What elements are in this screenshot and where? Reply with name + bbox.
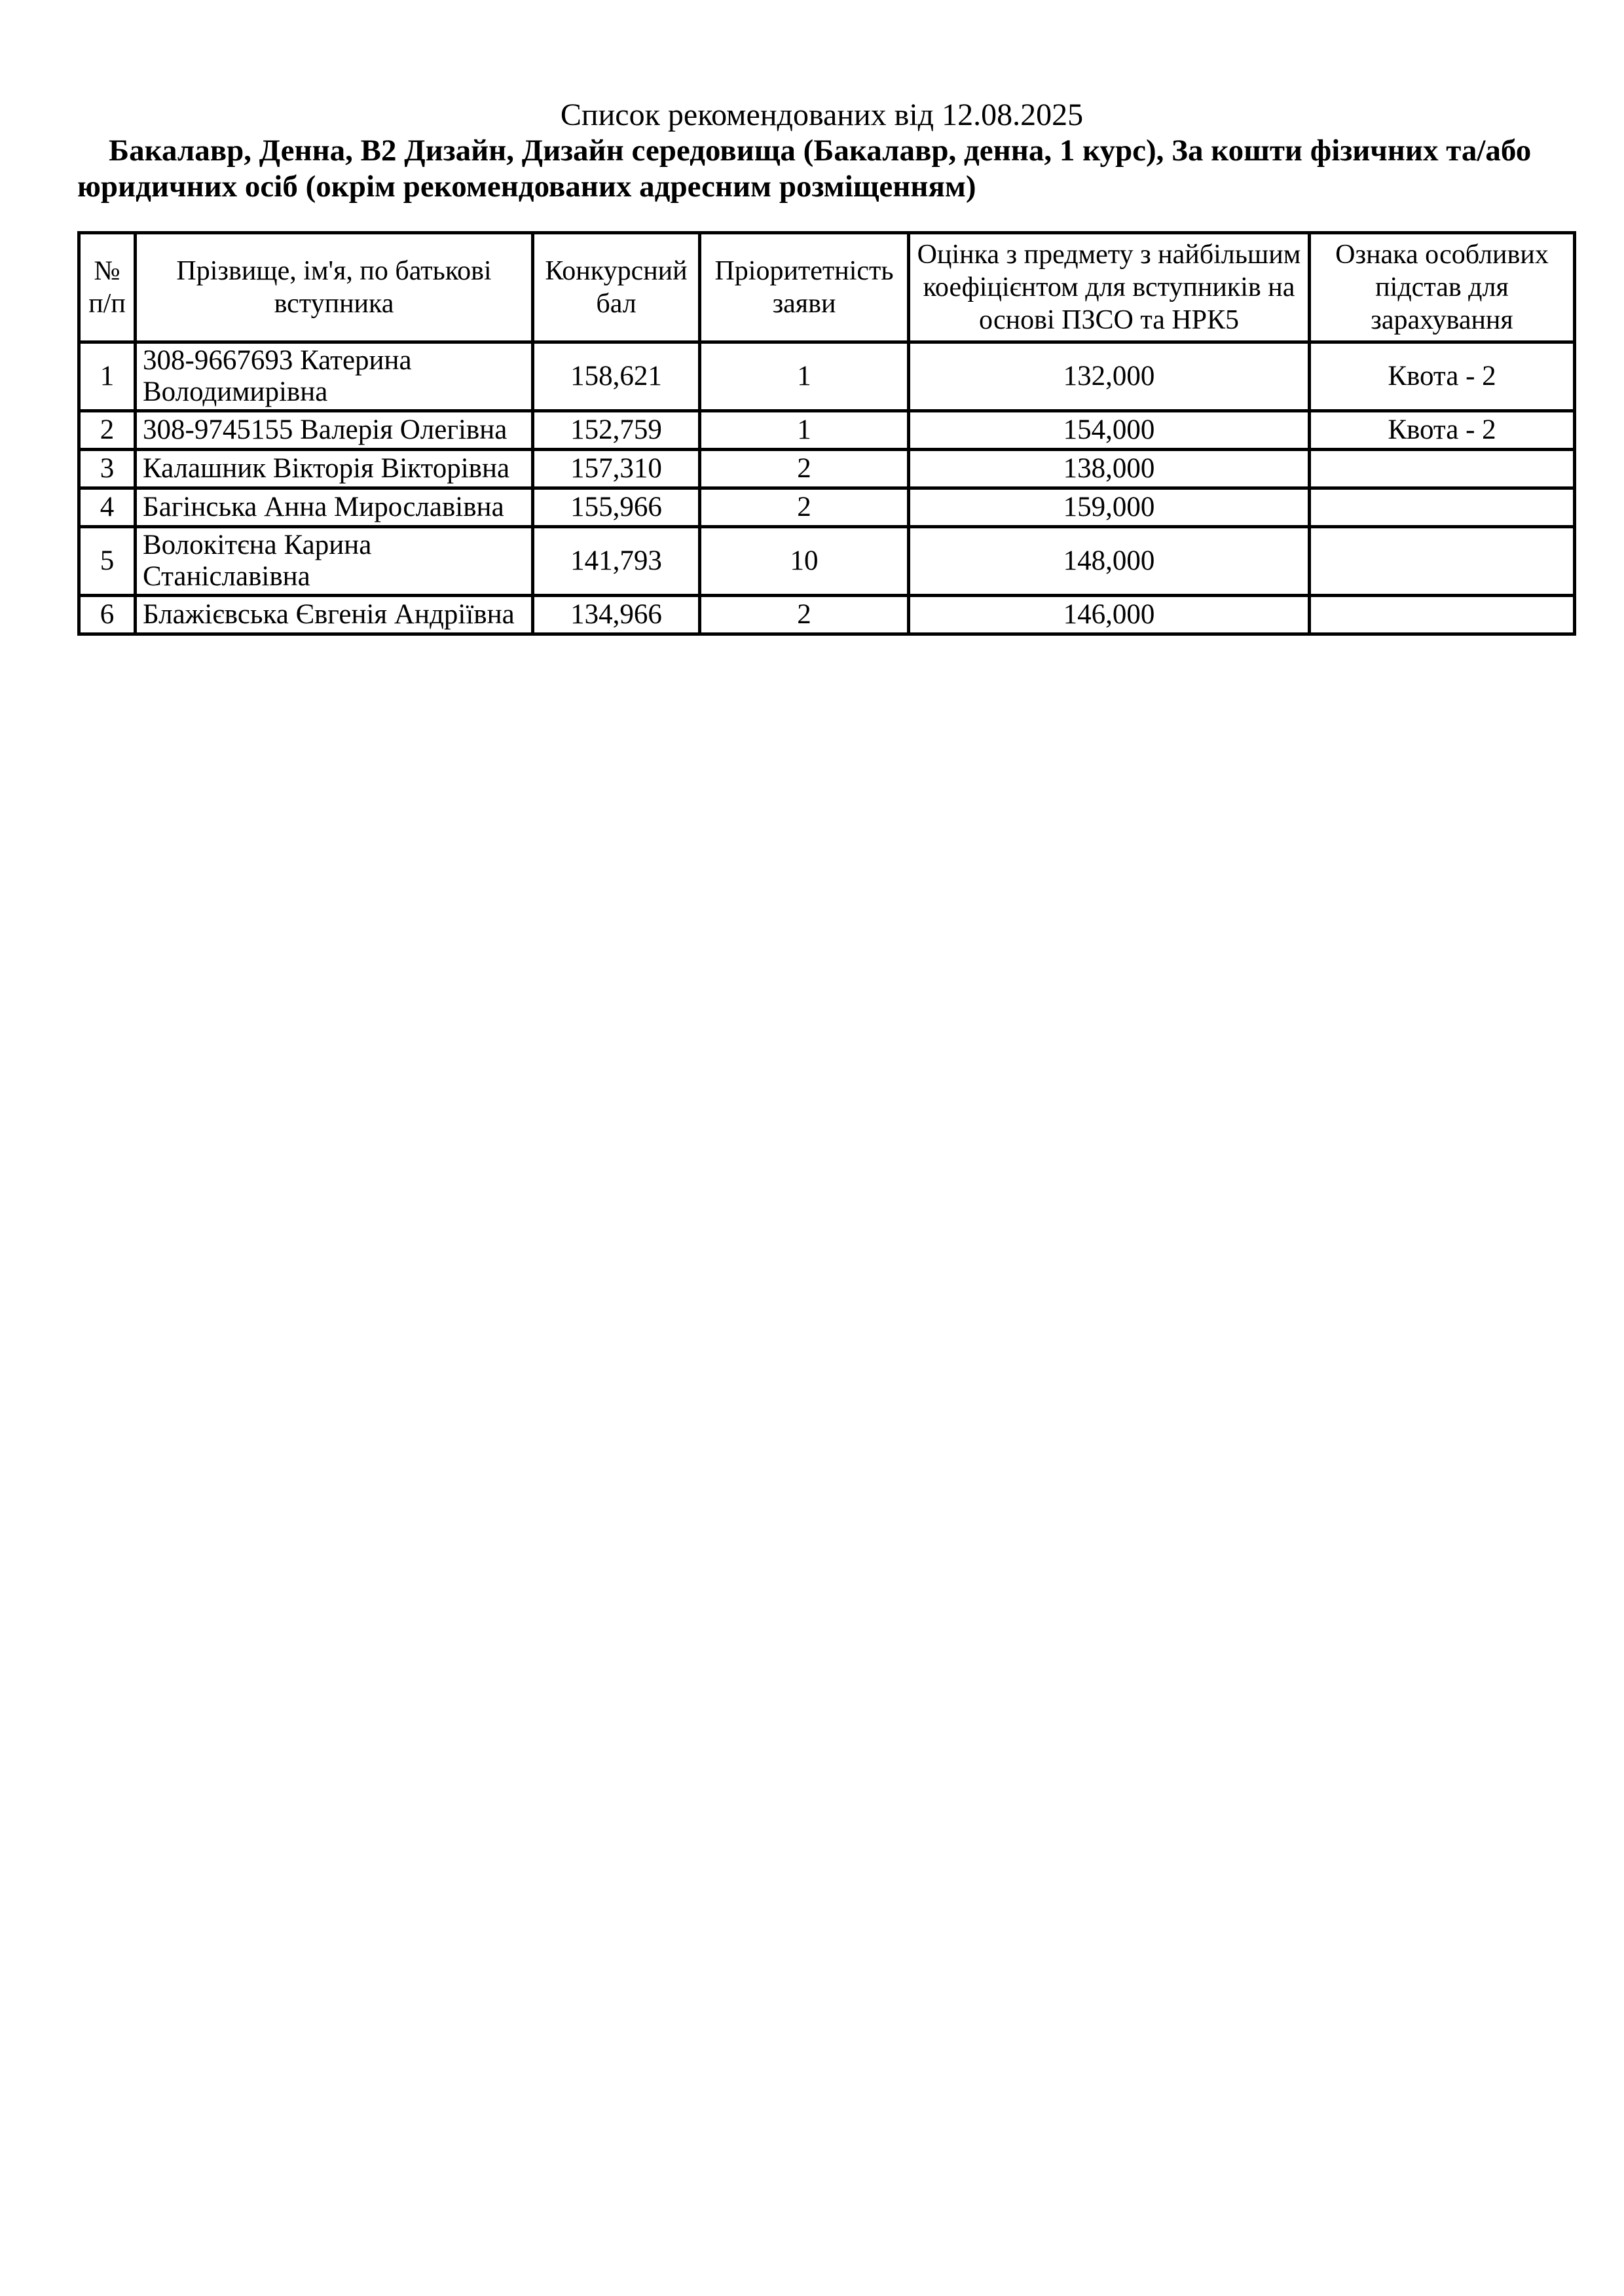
special-status-cell	[1310, 527, 1575, 596]
special-status-cell: Квота - 2	[1310, 342, 1575, 411]
priority-cell: 10	[700, 527, 909, 596]
special-status-cell	[1310, 488, 1575, 527]
page-title: Список рекомендованих від 12.08.2025	[560, 98, 1084, 132]
row-number-cell: 1	[79, 342, 136, 411]
table-row	[79, 450, 1575, 488]
subject-score-cell: 154,000	[909, 411, 1310, 450]
priority-cell: 1	[700, 411, 909, 450]
applicants-table	[77, 231, 1576, 636]
col-header-competition-score: Конкурсний бал	[533, 233, 700, 342]
table-row	[79, 527, 1575, 596]
row-number-cell: 6	[79, 596, 136, 634]
table-row	[79, 596, 1575, 634]
special-status-cell	[1310, 450, 1575, 488]
applicant-name-cell: 308-9667693 Катерина Володимирівна	[136, 342, 533, 411]
applicant-name-cell: Блажієвська Євгенія Андріївна	[136, 596, 533, 634]
applicant-name-cell: Волокітєна Карина Станіславівна	[136, 527, 533, 596]
priority-cell: 2	[700, 596, 909, 634]
col-header-priority: Пріоритетність заяви	[700, 233, 909, 342]
competition-score-cell: 158,621	[533, 342, 700, 411]
competition-score-cell: 141,793	[533, 527, 700, 596]
applicant-name-cell: 308-9745155 Валерія Олегівна	[136, 411, 533, 450]
priority-cell: 2	[700, 488, 909, 527]
row-number-cell: 2	[79, 411, 136, 450]
subject-score-cell: 132,000	[909, 342, 1310, 411]
table-row	[79, 411, 1575, 450]
document-page	[0, 0, 1624, 636]
table-row	[79, 342, 1575, 411]
col-header-subject-score: Оцінка з предмету з найбільшим коефіцієнтом для вступників на основі ПЗСО та НРК5	[909, 233, 1310, 342]
competition-score-cell: 152,759	[533, 411, 700, 450]
page-subtitle: Бакалавр, Денна, В2 Дизайн, Дизайн середовища (Бакалавр, денна, 1 курс), За кошти фізичних та/або юридичних осіб (окрім рекомендованих адресним розміщенням)	[77, 134, 1532, 204]
subject-score-cell: 148,000	[909, 527, 1310, 596]
applicant-name-cell: Калашник Вікторія Вікторівна	[136, 450, 533, 488]
subject-score-cell: 138,000	[909, 450, 1310, 488]
priority-cell: 1	[700, 342, 909, 411]
applicant-name-cell: Багінська Анна Мирославівна	[136, 488, 533, 527]
competition-score-cell: 157,310	[533, 450, 700, 488]
col-header-applicant-name: Прізвище, ім'я, по батькові вступника	[136, 233, 533, 342]
row-number-cell: 5	[79, 527, 136, 596]
special-status-cell	[1310, 596, 1575, 634]
subject-score-cell: 146,000	[909, 596, 1310, 634]
row-number-cell: 3	[79, 450, 136, 488]
priority-cell: 2	[700, 450, 909, 488]
table-row	[79, 488, 1575, 527]
col-header-special-status: Ознака особливих підстав для зарахування	[1310, 233, 1575, 342]
competition-score-cell: 155,966	[533, 488, 700, 527]
subject-score-cell: 159,000	[909, 488, 1310, 527]
special-status-cell: Квота - 2	[1310, 411, 1575, 450]
row-number-cell: 4	[79, 488, 136, 527]
competition-score-cell: 134,966	[533, 596, 700, 634]
table-header-row	[79, 233, 1575, 342]
col-header-row-number: № п/п	[79, 233, 136, 342]
